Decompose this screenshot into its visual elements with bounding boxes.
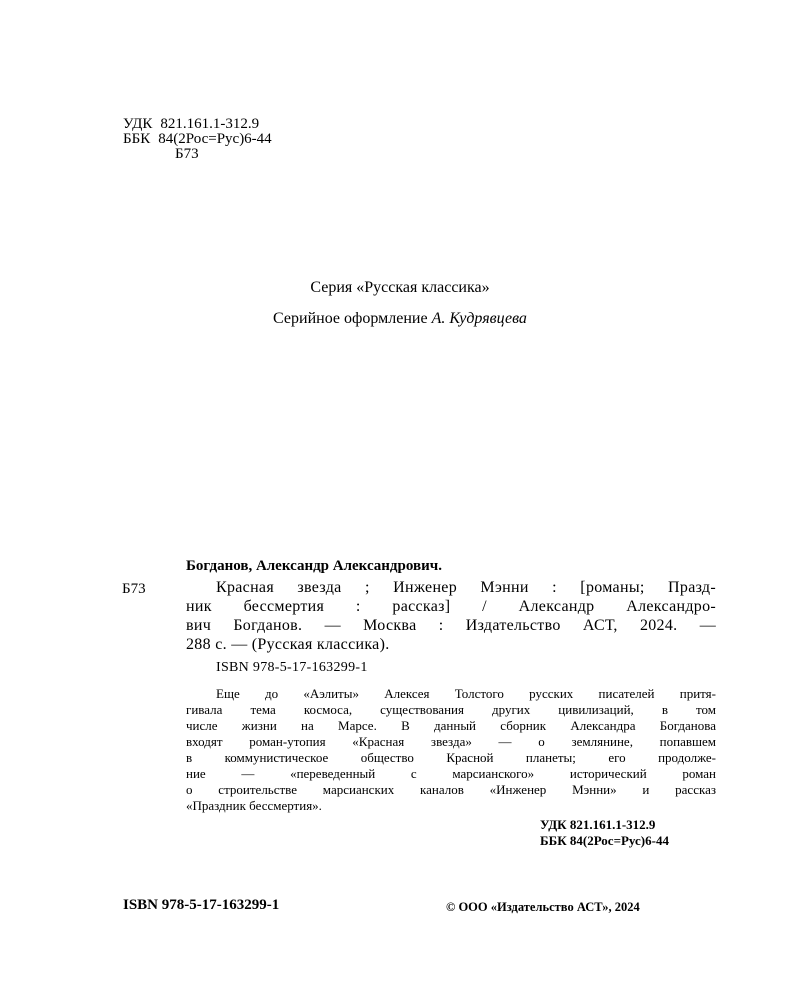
description-line: вич Богданов. — Москва : Издательство АСТ, 2024. — xyxy=(186,617,716,634)
classification-top xyxy=(123,117,272,162)
catalog-author-heading: Богданов, Александр Александрович. xyxy=(186,558,442,574)
udk-code: 821.161.1-312.9 xyxy=(160,116,260,132)
catalog-description xyxy=(186,578,716,654)
udk-line xyxy=(123,117,272,132)
author-mark-top: Б73 xyxy=(175,146,199,162)
bbk-label: ББК xyxy=(123,131,151,147)
footer-isbn: ISBN 978-5-17-163299-1 xyxy=(123,897,280,913)
footer-copyright: © ООО «Издательство АСТ», 2024 xyxy=(446,900,640,914)
design-line xyxy=(0,309,800,329)
annotation-line: в коммунистическое общество Красной планеты; его продолже- xyxy=(186,750,716,765)
catalog-author-mark: Б73 xyxy=(122,581,146,597)
annotation-line: числе жизни на Марсе. В данный сборник Александра Богданова xyxy=(186,718,716,733)
description-line: 288 с. — (Русская классика). xyxy=(186,636,390,653)
classification-bottom xyxy=(540,817,669,849)
annotation xyxy=(186,686,716,814)
designer-name: А. Кудрявцева xyxy=(431,310,527,327)
catalog-isbn: ISBN 978-5-17-163299-1 xyxy=(216,660,368,675)
annotation-line: гивала тема космоса, существования других цивилизаций, в том xyxy=(186,702,716,717)
description-line: ник бессмертия : рассказ] / Александр Александро- xyxy=(186,598,716,615)
bbk-bottom-line: ББК 84(2Рос=Рус)6-44 xyxy=(540,833,669,848)
series-line: Серия «Русская классика» xyxy=(310,279,490,296)
description-line: Красная звезда ; Инженер Мэнни : [романы; Празд- xyxy=(216,579,716,596)
design-label: Серийное оформление xyxy=(273,310,428,327)
annotation-line: Еще до «Аэлиты» Алексея Толстого русских писателей притя- xyxy=(216,686,716,701)
annotation-line: о строительстве марсианских каналов «Инженер Мэнни» и рассказ xyxy=(186,782,716,797)
annotation-line: входят роман-утопия «Красная звезда» — о землянине, попавшем xyxy=(186,734,716,749)
annotation-line: ние — «переведенный с марсианского» исторический роман xyxy=(186,766,716,781)
annotation-line: «Праздник бессмертия». xyxy=(186,798,322,813)
udk-bottom-line: УДК 821.161.1-312.9 xyxy=(540,817,656,832)
bbk-line xyxy=(123,132,272,147)
udk-label: УДК xyxy=(123,116,153,132)
bbk-code: 84(2Рос=Рус)6-44 xyxy=(158,131,272,147)
series-block xyxy=(0,278,800,329)
